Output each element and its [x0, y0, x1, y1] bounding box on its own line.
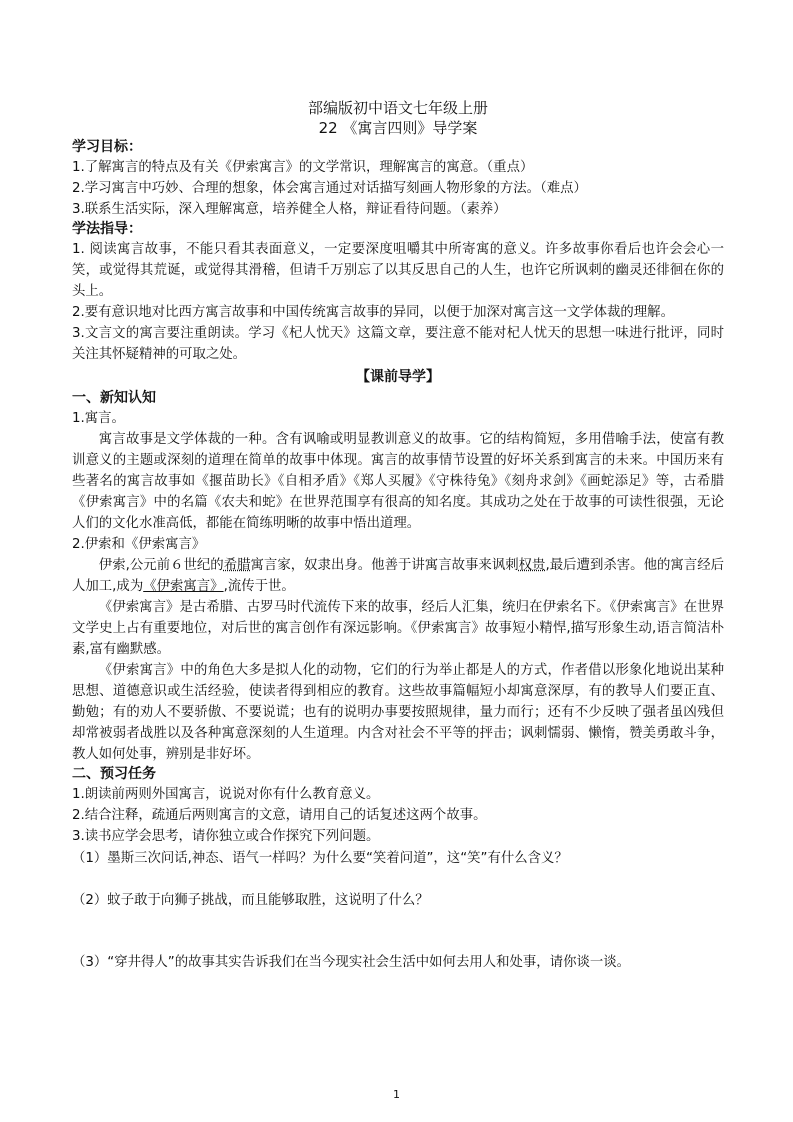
subheading-fable: 1.寓言。	[72, 411, 125, 426]
goal-item: 3.联系生活实际，深入理解寓意，培养健全人格，辩证看待问题。（素养）	[72, 202, 507, 217]
goals-heading: 学习目标：	[72, 139, 142, 155]
question-item: （3）“穿井得人”的故事其实告诉我们在当今现实社会生活中如何去用人和处事，请你谈一谈。	[72, 955, 631, 970]
preclass-heading: 【课前导学】	[356, 369, 440, 385]
lesson-title: 22 《寓言四则》导学案	[318, 119, 478, 137]
section-heading-preview-tasks: 二、预习任务	[72, 766, 156, 782]
doc-title: 部编版初中语文七年级上册	[307, 99, 488, 117]
guide-heading: 学法指导：	[72, 221, 142, 237]
goal-item: 1.了解寓言的特点及有关《伊索寓言》的文学常识，理解寓言的寓意。（重点）	[72, 160, 534, 175]
guide-item: 2.要有意识地对比西方寓言故事和中国传统寓言故事的异同，以便于加深对寓言这一文学体裁的理解。	[72, 305, 674, 320]
section-heading-new-knowledge: 一、新知认知	[72, 390, 156, 406]
text-run: ,流传于世。	[223, 579, 295, 594]
task-item: 2.结合注释，疏通后两则寓言的文意，请用自己的话复述这两个故事。	[72, 808, 487, 823]
fable-paragraph: 寓言故事是文学体裁的一种。含有讽喻或明显教训意义的故事。它的结构简短，多用借喻手法，使富有教训意义的主题或深刻的道理在简单的故事中体现。寓言的故事情节设置的好坏关系到寓言的未来。中国历来有些著名的寓言故事如《揠苗助长》《自相矛盾》《郑人买履》《守株待兔》《刻舟求剑》《画蛇添足》等，古希腊《伊索寓言》中的名篇《农夫和蛇》在世界范围享有很高的知名度。其成功之处在于故事的可读性很强，无论人们的文化水准高低，都能在简练明晰的故事中悟出道理。	[72, 432, 724, 531]
task-item: 1.朗读前两则外国寓言，说说对你有什么教育意义。	[72, 787, 380, 802]
page-number: 1	[393, 1088, 400, 1101]
document-page	[72, 98, 724, 973]
aesop-paragraph	[72, 555, 724, 597]
question-item: （2）蚊子敢于向狮子挑战，而且能够取胜，这说明了什么？	[72, 893, 429, 908]
text-run-greece: 希腊	[223, 558, 251, 573]
text-run: 伊索,公元前６世纪的	[98, 558, 224, 573]
subheading-aesop: 2.伊索和《伊索寓言》	[72, 537, 206, 552]
guide-item: 3.文言文的寓言要注重朗读。学习《杞人忧天》这篇文章，要注意不能对杞人忧天的思想一味进行批评，同时关注其怀疑精神的可取之处。	[72, 326, 724, 362]
goal-item: 2.学习寓言中巧妙、合理的想象，体会寓言通过对话描写刻画人物形象的方法。（难点）	[72, 181, 587, 196]
text-run-book-title: 《伊索寓言》	[143, 579, 224, 594]
text-run: 寓言家，奴隶出身。他善于讲寓言故事来讽刺	[250, 558, 519, 573]
aesop-history-paragraph: 《伊索寓言》是古希腊、古罗马时代流传下来的故事，经后人汇集，统归在伊索名下。《伊索寓言》在世界文学史上占有重要地位，对后世的寓言创作有深远影响。《伊索寓言》故事短小精悍,描写形象生动,语言简洁朴素,富有幽默感。	[72, 600, 724, 657]
guide-item: 1. 阅读寓言故事，不能只看其表面意义，一定要深度咀嚼其中所寄寓的意义。许多故事你看后也许会会心一笑，或觉得其荒诞，或觉得其滑稽，但请千万别忘了以其反思自己的人生，也许它所讽刺的幽灵还徘徊在你的头上。	[72, 242, 724, 299]
question-item: （1）墨斯三次问话,神态、语气一样吗？为什么要“笑着问道”，这“笑”有什么含义？	[72, 851, 568, 866]
aesop-characters-paragraph: 《伊索寓言》中的角色大多是拟人化的动物，它们的行为举止都是人的方式，作者借以形象化地说出某种思想、道德意识或生活经验，使读者得到相应的教育。这些故事篇幅短小却寓意深厚，有的教导人们要正直、勤勉；有的劝人不要骄傲、不要说谎；也有的说明办事要按照规律，量力而行；还有不少反映了强者虽凶残但却常被弱者战胜以及各种寓意深刻的人生道理。内含对社会不平等的抨击；讽刺懦弱、懒惰，赞美勇敢斗争，教人如何处事，辨别是非好坏。	[72, 663, 724, 762]
task-item: 3.读书应学会思考，请你独立或合作探究下列问题。	[72, 829, 380, 844]
text-run: ,最后遭到杀害。他的寓言经后人加工,成为	[72, 558, 724, 594]
text-run-powerful: 权贵	[518, 558, 546, 573]
